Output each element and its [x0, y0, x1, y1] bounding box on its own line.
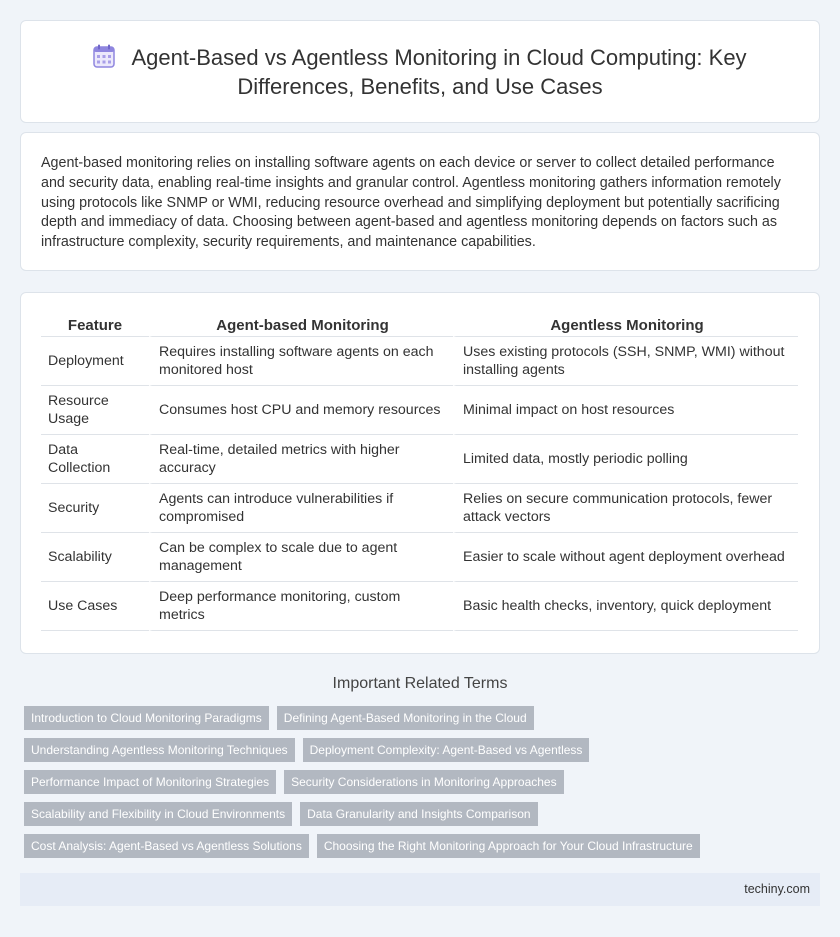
- tag-row: [24, 834, 814, 858]
- agentless-cell: Minimal impact on host resources: [453, 386, 798, 435]
- related-term-tag[interactable]: Understanding Agentless Monitoring Techniques: [24, 738, 295, 762]
- footer-bar: [20, 873, 820, 906]
- feature-cell: Data Collection: [41, 435, 149, 484]
- feature-cell: Use Cases: [41, 582, 149, 631]
- table-row: [41, 533, 798, 582]
- title-line-1: Agent-Based vs Agentless Monitoring in Cloud Computing: Key: [131, 45, 747, 70]
- calendar-grid-icon: [93, 44, 115, 68]
- intro-card: [20, 132, 820, 271]
- related-term-tag[interactable]: Deployment Complexity: Agent-Based vs Agentless: [303, 738, 590, 762]
- agentless-cell: Easier to scale without agent deployment overhead: [453, 533, 798, 582]
- footer-site-link[interactable]: techiny.com: [744, 882, 810, 896]
- agentless-cell: Limited data, mostly periodic polling: [453, 435, 798, 484]
- feature-cell: Resource Usage: [41, 386, 149, 435]
- title-card: [20, 20, 820, 123]
- page-title: [21, 43, 819, 101]
- related-term-tag[interactable]: Introduction to Cloud Monitoring Paradigms: [24, 706, 269, 730]
- tag-row: [24, 802, 814, 826]
- header-feature: Feature: [41, 315, 149, 337]
- agent-based-cell: Real-time, detailed metrics with higher accuracy: [149, 435, 453, 484]
- table-row: [41, 435, 798, 484]
- table-header-row: [41, 315, 798, 337]
- agent-based-cell: Requires installing software agents on each monitored host: [149, 337, 453, 386]
- feature-cell: Security: [41, 484, 149, 533]
- related-terms-heading: Important Related Terms: [332, 675, 508, 692]
- tag-row: [24, 770, 814, 794]
- table-row: [41, 484, 798, 533]
- tag-row: [24, 738, 814, 762]
- agent-based-cell: Can be complex to scale due to agent management: [149, 533, 453, 582]
- intro-paragraph: Agent-based monitoring relies on installing software agents on each device or server to collect detailed performance and security data, enabling real-time insights and granular control. Agentless monitoring gathers information remotely using protocols like SNMP or WMI, reducing resource overhead and simplifying deployment but potentially sacrificing depth and immediacy of data. Choosing between agent-based and agentless monitoring depends on factors such as infrastructure complexity, security requirements, and maintenance capabilities.: [41, 155, 781, 251]
- header-agent-based: Agent-based Monitoring: [149, 315, 453, 337]
- comparison-table-card: [20, 292, 820, 654]
- header-agentless: Agentless Monitoring: [453, 315, 798, 337]
- related-term-tag[interactable]: Security Considerations in Monitoring Approaches: [284, 770, 563, 794]
- agent-based-cell: Deep performance monitoring, custom metrics: [149, 582, 453, 631]
- related-terms-list: [24, 706, 814, 866]
- feature-cell: Scalability: [41, 533, 149, 582]
- related-term-tag[interactable]: Cost Analysis: Agent-Based vs Agentless Solutions: [24, 834, 309, 858]
- agent-based-cell: Consumes host CPU and memory resources: [149, 386, 453, 435]
- title-line-2: Differences, Benefits, and Use Cases: [237, 74, 603, 99]
- feature-cell: Deployment: [41, 337, 149, 386]
- table-row: [41, 582, 798, 631]
- table-row: [41, 386, 798, 435]
- comparison-table: [41, 315, 798, 631]
- related-term-tag[interactable]: Data Granularity and Insights Comparison: [300, 802, 537, 826]
- related-term-tag[interactable]: Defining Agent-Based Monitoring in the Cloud: [277, 706, 534, 730]
- agentless-cell: Uses existing protocols (SSH, SNMP, WMI) without installing agents: [453, 337, 798, 386]
- tag-row: [24, 706, 814, 730]
- agentless-cell: Basic health checks, inventory, quick deployment: [453, 582, 798, 631]
- table-row: [41, 337, 798, 386]
- related-term-tag[interactable]: Scalability and Flexibility in Cloud Environments: [24, 802, 292, 826]
- agentless-cell: Relies on secure communication protocols, fewer attack vectors: [453, 484, 798, 533]
- related-term-tag[interactable]: Choosing the Right Monitoring Approach for Your Cloud Infrastructure: [317, 834, 700, 858]
- related-term-tag[interactable]: Performance Impact of Monitoring Strategies: [24, 770, 276, 794]
- agent-based-cell: Agents can introduce vulnerabilities if compromised: [149, 484, 453, 533]
